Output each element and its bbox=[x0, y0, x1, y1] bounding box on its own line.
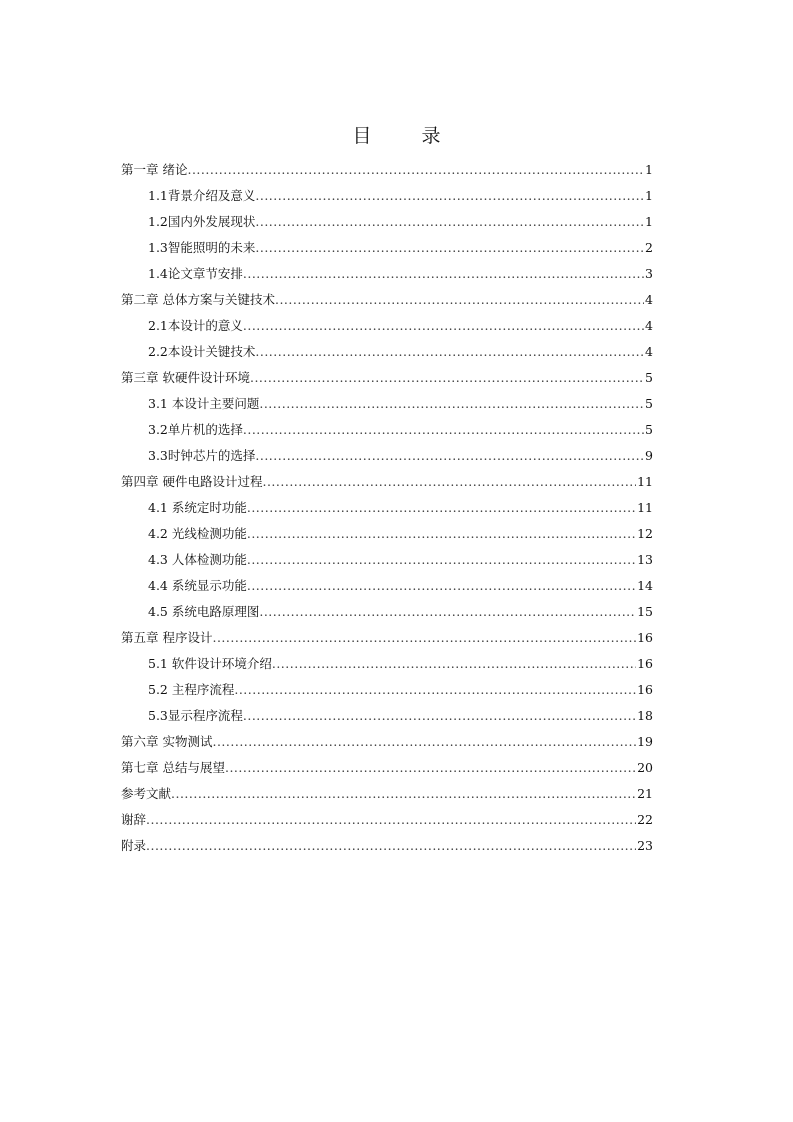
toc-entry-page-number: 16 bbox=[637, 656, 653, 671]
toc-section-entry[interactable] bbox=[121, 313, 653, 339]
toc-section-entry[interactable] bbox=[121, 339, 653, 365]
toc-entry-page-number: 4 bbox=[645, 292, 653, 307]
toc-entry-label: 5.3显示程序流程 bbox=[148, 708, 243, 723]
toc-entry-label: 1.3智能照明的未来 bbox=[148, 240, 256, 255]
toc-entry-label: 5.1 软件设计环境介绍 bbox=[148, 656, 272, 671]
toc-entry-page-number: 16 bbox=[637, 682, 653, 697]
toc-section-entry[interactable] bbox=[121, 417, 653, 443]
toc-entry-label: 4.4 系统显示功能 bbox=[148, 578, 247, 593]
toc-entry-label: 参考文献 bbox=[121, 786, 172, 801]
toc-dot-leader bbox=[255, 209, 644, 235]
toc-chapter-entry[interactable] bbox=[121, 807, 653, 833]
toc-entry-page-number: 13 bbox=[637, 552, 653, 567]
toc-section-entry[interactable] bbox=[121, 391, 653, 417]
toc-entry-label: 第五章 程序设计 bbox=[121, 630, 213, 645]
toc-entry-page-number: 16 bbox=[637, 630, 653, 645]
toc-entry-page-number: 21 bbox=[637, 786, 653, 801]
toc-entry-page-number: 20 bbox=[637, 760, 653, 775]
toc-dot-leader bbox=[255, 443, 644, 469]
toc-section-entry[interactable] bbox=[121, 183, 653, 209]
toc-dot-leader bbox=[171, 781, 636, 807]
toc-section-entry[interactable] bbox=[121, 261, 653, 287]
toc-entry-label: 第六章 实物测试 bbox=[121, 734, 213, 749]
toc-chapter-entry[interactable] bbox=[121, 365, 653, 391]
toc-entry-label: 附录 bbox=[121, 838, 147, 853]
toc-entry-label: 1.1背景介绍及意义 bbox=[148, 188, 256, 203]
toc-dot-leader bbox=[243, 703, 636, 729]
toc-section-entry[interactable] bbox=[121, 573, 653, 599]
toc-dot-leader bbox=[255, 339, 644, 365]
toc-dot-leader bbox=[275, 287, 644, 313]
toc-dot-leader bbox=[259, 391, 644, 417]
toc-entry-label: 5.2 主程序流程 bbox=[148, 682, 235, 697]
toc-entry-page-number: 15 bbox=[637, 604, 653, 619]
toc-section-entry[interactable] bbox=[121, 443, 653, 469]
toc-dot-leader bbox=[187, 157, 644, 183]
toc-entry-page-number: 5 bbox=[645, 396, 653, 411]
toc-section-entry[interactable] bbox=[121, 521, 653, 547]
toc-section-entry[interactable] bbox=[121, 547, 653, 573]
toc-dot-leader bbox=[247, 547, 636, 573]
toc-entry-page-number: 14 bbox=[637, 578, 653, 593]
toc-entry-label: 谢辞 bbox=[121, 812, 147, 827]
toc-dot-leader bbox=[255, 235, 644, 261]
toc-title: 目 录 bbox=[352, 125, 463, 147]
toc-section-entry[interactable] bbox=[121, 209, 653, 235]
toc-dot-leader bbox=[250, 365, 644, 391]
toc-chapter-entry[interactable] bbox=[121, 729, 653, 755]
toc-chapter-entry[interactable] bbox=[121, 755, 653, 781]
toc-entry-label: 4.2 光线检测功能 bbox=[148, 526, 247, 541]
toc-dot-leader bbox=[255, 183, 644, 209]
toc-entry-page-number: 11 bbox=[637, 500, 653, 515]
toc-entry-label: 第七章 总结与展望 bbox=[121, 760, 225, 775]
toc-dot-leader bbox=[262, 469, 636, 495]
toc-section-entry[interactable] bbox=[121, 599, 653, 625]
toc-dot-leader bbox=[247, 573, 636, 599]
toc-entry-label: 4.3 人体检测功能 bbox=[148, 552, 247, 567]
toc-entry-page-number: 2 bbox=[645, 240, 653, 255]
toc-entry-page-number: 4 bbox=[645, 318, 653, 333]
toc-entry-page-number: 1 bbox=[645, 214, 653, 229]
toc-section-entry[interactable] bbox=[121, 703, 653, 729]
toc-section-entry[interactable] bbox=[121, 677, 653, 703]
toc-entry-page-number: 11 bbox=[637, 474, 653, 489]
toc-entry-page-number: 3 bbox=[645, 266, 653, 281]
toc-section-entry[interactable] bbox=[121, 651, 653, 677]
toc-entry-page-number: 5 bbox=[645, 422, 653, 437]
toc-entry-page-number: 23 bbox=[637, 838, 653, 853]
toc-entry-label: 4.1 系统定时功能 bbox=[148, 500, 247, 515]
toc-entry-page-number: 19 bbox=[637, 734, 653, 749]
toc-section-entry[interactable] bbox=[121, 235, 653, 261]
toc-dot-leader bbox=[243, 261, 644, 287]
toc-entry-label: 1.2国内外发展现状 bbox=[148, 214, 256, 229]
toc-entry-label: 第二章 总体方案与关键技术 bbox=[121, 292, 275, 307]
toc-entry-label: 3.1 本设计主要问题 bbox=[148, 396, 260, 411]
toc-dot-leader bbox=[247, 521, 636, 547]
toc-dot-leader bbox=[247, 495, 636, 521]
toc-entry-page-number: 4 bbox=[645, 344, 653, 359]
toc-entry-page-number: 1 bbox=[645, 188, 653, 203]
toc-dot-leader bbox=[234, 677, 636, 703]
toc-section-entry[interactable] bbox=[121, 495, 653, 521]
toc-entry-page-number: 12 bbox=[637, 526, 653, 541]
toc-entry-label: 第三章 软硬件设计环境 bbox=[121, 370, 250, 385]
toc-entry-page-number: 1 bbox=[645, 162, 653, 177]
toc-dot-leader bbox=[272, 651, 636, 677]
toc-entry-page-number: 22 bbox=[637, 812, 653, 827]
toc-entry-label: 3.3时钟芯片的选择 bbox=[148, 448, 256, 463]
toc-entry-page-number: 5 bbox=[645, 370, 653, 385]
toc-chapter-entry[interactable] bbox=[121, 469, 653, 495]
toc-entry-label: 3.2单片机的选择 bbox=[148, 422, 243, 437]
toc-entry-label: 第一章 绪论 bbox=[121, 162, 188, 177]
toc-dot-leader bbox=[212, 729, 636, 755]
toc-dot-leader bbox=[212, 625, 636, 651]
toc-chapter-entry[interactable] bbox=[121, 625, 653, 651]
toc-chapter-entry[interactable] bbox=[121, 781, 653, 807]
toc-entry-page-number: 9 bbox=[645, 448, 653, 463]
toc-entry-label: 2.2本设计关键技术 bbox=[148, 344, 256, 359]
toc-dot-leader bbox=[146, 833, 636, 859]
toc-chapter-entry[interactable] bbox=[121, 287, 653, 313]
toc-entry-label: 1.4论文章节安排 bbox=[148, 266, 243, 281]
toc-chapter-entry[interactable] bbox=[121, 833, 653, 859]
toc-dot-leader bbox=[243, 417, 644, 443]
toc-entry-label: 4.5 系统电路原理图 bbox=[148, 604, 260, 619]
toc-dot-leader bbox=[243, 313, 644, 339]
toc-entry-label: 2.1本设计的意义 bbox=[148, 318, 243, 333]
toc-dot-leader bbox=[225, 755, 636, 781]
toc-dot-leader bbox=[259, 599, 636, 625]
toc-entry-page-number: 18 bbox=[637, 708, 653, 723]
toc-entry-label: 第四章 硬件电路设计过程 bbox=[121, 474, 263, 489]
toc-chapter-entry[interactable] bbox=[121, 157, 653, 183]
table-of-contents bbox=[121, 157, 653, 859]
toc-dot-leader bbox=[146, 807, 636, 833]
